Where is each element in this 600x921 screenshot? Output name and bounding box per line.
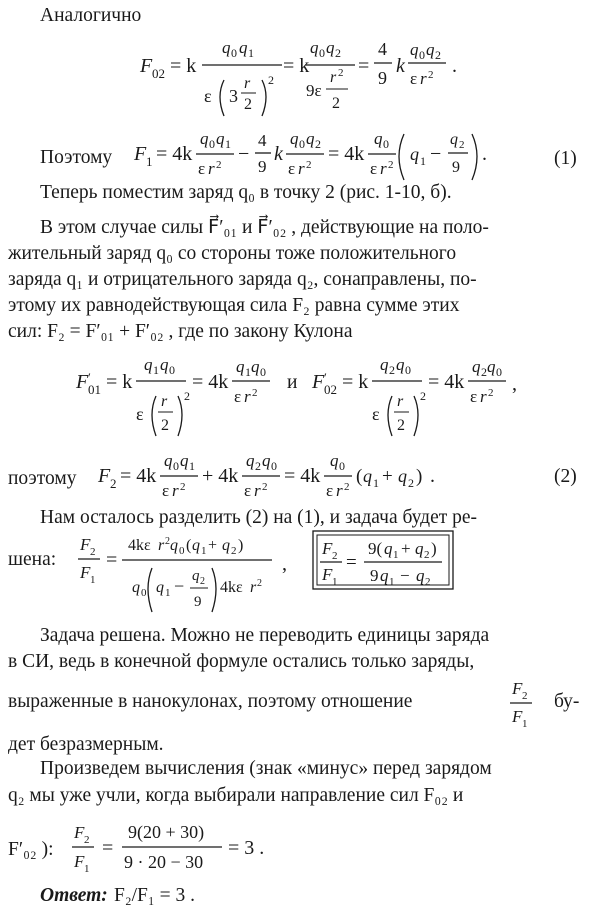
svg-text:ε: ε (162, 481, 170, 500)
svg-text:2: 2 (335, 46, 341, 60)
svg-text:(: ( (356, 466, 363, 487)
svg-text:1: 1 (373, 476, 379, 490)
svg-text:r: r (208, 159, 215, 178)
svg-text:= k: = k (170, 55, 197, 77)
svg-text:9 · 20 − 30: 9 · 20 − 30 (124, 852, 204, 872)
text-line: Аналогично (40, 5, 142, 26)
svg-text:.: . (452, 55, 457, 77)
svg-text:0: 0 (209, 137, 215, 151)
svg-text:ε: ε (244, 481, 252, 500)
svg-text:2: 2 (522, 690, 528, 702)
svg-text:2: 2 (84, 834, 90, 846)
svg-text:2: 2 (435, 48, 441, 62)
svg-text:F: F (512, 707, 523, 726)
answer-label: Ответ: (40, 885, 108, 906)
svg-text:+: + (208, 537, 218, 554)
svg-text:4: 4 (378, 39, 387, 59)
svg-text:q: q (396, 355, 405, 374)
svg-text:1: 1 (420, 154, 426, 168)
text-line: этому их равнодействующая сила F₂ равна сумме этих (8, 295, 460, 316)
svg-text:q: q (426, 40, 435, 59)
svg-text:F: F (512, 679, 523, 698)
svg-text:1: 1 (332, 576, 338, 588)
svg-text:r: r (380, 159, 387, 178)
formula-f2 (98, 448, 458, 506)
svg-text:′: ′ (324, 370, 327, 385)
svg-text:): ) (416, 466, 423, 487)
svg-text:1: 1 (165, 587, 171, 599)
svg-text:2: 2 (184, 389, 190, 403)
svg-text:q: q (222, 38, 231, 57)
svg-text:0: 0 (496, 365, 502, 379)
svg-text:2: 2 (332, 95, 340, 112)
svg-text:q: q (216, 129, 225, 148)
svg-text:2: 2 (200, 576, 205, 587)
text-line: F′₀₂ ): (8, 839, 54, 860)
svg-text:=: = (358, 55, 370, 77)
svg-text:4: 4 (258, 131, 267, 150)
svg-text:2: 2 (161, 417, 169, 434)
formula-f02-prime (312, 352, 522, 450)
svg-text:1: 1 (248, 46, 254, 60)
svg-text:ε: ε (136, 404, 144, 424)
svg-text:4kε: 4kε (220, 579, 243, 596)
svg-text:9: 9 (452, 159, 460, 176)
svg-text:ε: ε (326, 481, 334, 500)
svg-text:2: 2 (424, 549, 430, 561)
svg-text:q: q (330, 451, 339, 470)
svg-text:q: q (192, 568, 200, 584)
svg-text:q: q (310, 38, 319, 57)
svg-text:2: 2 (252, 387, 258, 399)
svg-text:k: k (396, 55, 405, 77)
svg-text:q: q (326, 38, 335, 57)
text-line: жительный заряд q₀ со стороны тоже положительного (8, 243, 457, 264)
svg-text:= 4k: = 4k (328, 143, 365, 165)
svg-text:9: 9 (370, 566, 379, 585)
svg-text:1: 1 (153, 363, 159, 377)
svg-text:−: − (238, 143, 250, 165)
svg-text:02: 02 (324, 382, 337, 397)
svg-text:9: 9 (194, 594, 202, 610)
svg-text:q: q (380, 566, 389, 585)
svg-text:q: q (180, 451, 189, 470)
text-line: Поэтому (40, 147, 113, 168)
svg-text:(: ( (186, 537, 192, 554)
svg-text:2: 2 (481, 365, 487, 379)
text-line: выраженные в нанокулонах, поэтому отношение (8, 691, 413, 712)
text-line: сил: F₂ = F′₀₁ + F′₀₂ , где по закону Кулона (8, 321, 353, 342)
svg-text:r: r (254, 481, 261, 500)
svg-text:ε: ε (204, 86, 212, 106)
formula-ratio (76, 528, 296, 620)
svg-text:2: 2 (428, 69, 434, 81)
svg-text:−: − (174, 576, 185, 596)
svg-text:r: r (397, 393, 404, 410)
svg-text:2: 2 (420, 389, 426, 403)
svg-text:0: 0 (405, 363, 411, 377)
text-line: q₂ мы уже учли, когда выбирали направление сил F₀₂ и (8, 785, 464, 806)
formula-f01-prime (76, 352, 276, 450)
svg-text:q: q (374, 129, 383, 148)
svg-text:F: F (80, 563, 91, 582)
svg-text:1: 1 (84, 863, 90, 875)
equation-number: (2) (554, 466, 577, 487)
svg-text:,: , (282, 553, 287, 575)
svg-text:q: q (222, 537, 230, 554)
svg-text:2: 2 (110, 476, 117, 491)
svg-text:1: 1 (189, 459, 195, 473)
svg-text:k: k (274, 143, 283, 165)
text-line: Произведем вычисления (знак «минус» перед зарядом (40, 758, 492, 779)
svg-text:= 4k: = 4k (120, 465, 157, 487)
formula-inline-ratio (508, 672, 538, 732)
svg-text:q: q (239, 38, 248, 57)
text-line: дет безразмерным. (8, 734, 164, 755)
svg-text:= 4k: = 4k (428, 371, 465, 393)
formula-boxed-answer (312, 530, 462, 594)
svg-text:): ) (431, 539, 437, 558)
svg-text:q: q (472, 357, 481, 376)
svg-text:q: q (236, 357, 245, 376)
svg-text:1: 1 (245, 365, 251, 379)
svg-text:r: r (480, 387, 487, 406)
svg-text:0: 0 (179, 545, 185, 557)
svg-text:r: r (161, 393, 168, 410)
svg-text:F: F (74, 852, 85, 871)
svg-text:2: 2 (397, 417, 405, 434)
svg-text:ε: ε (234, 387, 242, 406)
svg-text:2: 2 (165, 536, 170, 547)
svg-text:2: 2 (459, 139, 465, 151)
svg-text:0: 0 (173, 459, 179, 473)
svg-text:F: F (322, 565, 333, 584)
svg-text:9: 9 (378, 68, 387, 88)
svg-text:2: 2 (344, 481, 350, 493)
svg-text:2: 2 (90, 546, 96, 558)
svg-text:q: q (160, 355, 169, 374)
svg-text:q: q (410, 40, 419, 59)
svg-text:1: 1 (522, 718, 528, 730)
svg-text:=: = (106, 549, 118, 571)
svg-text:q: q (251, 357, 260, 376)
svg-text:q: q (416, 566, 425, 585)
svg-text:ε: ε (372, 404, 380, 424)
svg-text:F: F (134, 143, 147, 165)
svg-text:q: q (144, 355, 153, 374)
svg-text:−: − (400, 566, 410, 585)
svg-text:q: q (262, 451, 271, 470)
svg-text:0: 0 (231, 46, 237, 60)
svg-text:= k: = k (342, 371, 369, 393)
svg-text:2: 2 (231, 545, 237, 557)
svg-text:r: r (158, 537, 165, 554)
svg-text:r: r (336, 481, 343, 500)
svg-text:+ 4k: + 4k (202, 465, 239, 487)
svg-text:0: 0 (260, 365, 266, 379)
svg-text:r: r (172, 481, 179, 500)
svg-text:ε: ε (288, 159, 296, 178)
svg-text:q: q (384, 539, 393, 558)
svg-text:q: q (132, 579, 140, 596)
svg-text:F: F (322, 539, 333, 558)
svg-text:=: = (346, 552, 357, 573)
svg-text:r: r (330, 69, 337, 86)
svg-text:9(20 + 30): 9(20 + 30) (128, 822, 205, 842)
svg-text:q: q (415, 539, 424, 558)
svg-text:r: r (420, 69, 427, 88)
svg-text:0: 0 (419, 48, 425, 62)
svg-text:r: r (244, 75, 251, 92)
svg-text:0: 0 (141, 587, 147, 599)
svg-text:0: 0 (319, 46, 325, 60)
answer-value: F₂/F₁ = 3 . (114, 885, 195, 906)
svg-text:2: 2 (180, 481, 186, 493)
svg-text:0: 0 (271, 459, 277, 473)
svg-text:= k: = k (283, 55, 310, 77)
svg-text:F: F (312, 371, 325, 393)
svg-text:0: 0 (169, 363, 175, 377)
formula-calculation (70, 816, 290, 876)
text-line: заряда q₁ и отрицательного заряда q₂, сонаправлены, по- (8, 269, 477, 290)
svg-text:1: 1 (393, 549, 399, 561)
svg-text:2: 2 (255, 459, 261, 473)
svg-text:r: r (250, 579, 257, 596)
svg-text:= 4k: = 4k (192, 371, 229, 393)
svg-text:2: 2 (338, 67, 344, 79)
svg-text:2: 2 (244, 96, 252, 113)
svg-text:q: q (363, 466, 372, 486)
svg-text:ε: ε (470, 387, 478, 406)
svg-text:q: q (164, 451, 173, 470)
svg-text:): ) (238, 537, 244, 554)
svg-text:2: 2 (425, 576, 431, 588)
svg-text:q: q (450, 131, 458, 148)
svg-text:9(: 9( (368, 539, 383, 558)
svg-text:q: q (380, 355, 389, 374)
svg-text:1: 1 (201, 545, 207, 557)
svg-text:9: 9 (258, 157, 267, 176)
svg-text:ε: ε (370, 159, 378, 178)
svg-text:= 3 .: = 3 . (228, 837, 265, 859)
svg-text:+: + (382, 466, 393, 487)
svg-text:.: . (482, 143, 487, 165)
text-line: Задача решена. Можно не переводить единицы заряда (40, 625, 490, 646)
svg-text:q: q (306, 129, 315, 148)
text-line: бу- (554, 691, 580, 712)
svg-text:r: r (298, 159, 305, 178)
svg-text:2: 2 (332, 550, 338, 562)
svg-text:2: 2 (257, 578, 262, 589)
text-line: В этом случае силы F⃗′₀₁ и F⃗′₀₂ , действующие на поло- (40, 217, 489, 238)
svg-text:02: 02 (152, 66, 165, 81)
svg-text:r: r (244, 387, 251, 406)
svg-text:2: 2 (389, 363, 395, 377)
svg-text:F: F (98, 465, 111, 487)
svg-text:0: 0 (383, 137, 389, 151)
svg-text:1: 1 (225, 137, 231, 151)
text-line: Нам осталось разделить (2) на (1), и задача будет ре- (40, 507, 478, 528)
svg-text:q: q (487, 357, 496, 376)
svg-text:F: F (80, 535, 91, 554)
svg-text:2: 2 (408, 476, 414, 490)
text-line: в СИ, ведь в конечной формуле остались только заряды, (8, 651, 475, 672)
equation-number: (1) (554, 148, 577, 169)
svg-text:q: q (200, 129, 209, 148)
svg-text:F: F (140, 55, 153, 77)
svg-text:2: 2 (306, 159, 312, 171)
svg-text:1: 1 (90, 574, 96, 586)
conjunction: и (287, 372, 298, 393)
svg-text:0: 0 (339, 459, 345, 473)
svg-text:q: q (290, 129, 299, 148)
svg-text:q: q (410, 144, 419, 164)
svg-text:2: 2 (216, 159, 222, 171)
svg-text:2: 2 (315, 137, 321, 151)
svg-text:1: 1 (389, 576, 395, 588)
svg-text:3: 3 (229, 86, 238, 106)
svg-text:01: 01 (88, 382, 101, 397)
svg-text:F: F (74, 823, 85, 842)
text-line: Теперь поместим заряд q₀ в точку 2 (рис. 1-10, б). (40, 182, 452, 203)
svg-text:q: q (246, 451, 255, 470)
svg-text:ε: ε (410, 69, 418, 88)
svg-text:q: q (192, 537, 200, 554)
svg-text:2: 2 (488, 387, 494, 399)
svg-text:4kε: 4kε (128, 537, 151, 554)
svg-text:2: 2 (268, 73, 274, 87)
svg-text:=: = (102, 837, 114, 859)
svg-text:F: F (76, 371, 89, 393)
svg-text:q: q (156, 579, 164, 596)
svg-text:= k: = k (106, 371, 133, 393)
svg-text:−: − (430, 143, 442, 165)
svg-text:2: 2 (388, 159, 394, 171)
svg-text:+: + (401, 539, 411, 558)
svg-text:0: 0 (299, 137, 305, 151)
svg-text:9ε: 9ε (306, 81, 322, 100)
formula-f02 (140, 26, 460, 126)
svg-text:q: q (170, 537, 178, 554)
svg-text:= 4k: = 4k (284, 465, 321, 487)
text-line: шена: (8, 549, 57, 570)
svg-text:1: 1 (146, 154, 153, 169)
svg-text:ε: ε (198, 159, 206, 178)
svg-text:,: , (512, 373, 517, 395)
svg-text:′: ′ (88, 370, 91, 385)
svg-text:q: q (398, 466, 407, 486)
svg-text:.: . (430, 465, 435, 487)
text-line: поэтому (8, 468, 77, 489)
svg-text:= 4k: = 4k (156, 143, 193, 165)
formula-f1 (134, 126, 494, 186)
svg-text:2: 2 (262, 481, 268, 493)
